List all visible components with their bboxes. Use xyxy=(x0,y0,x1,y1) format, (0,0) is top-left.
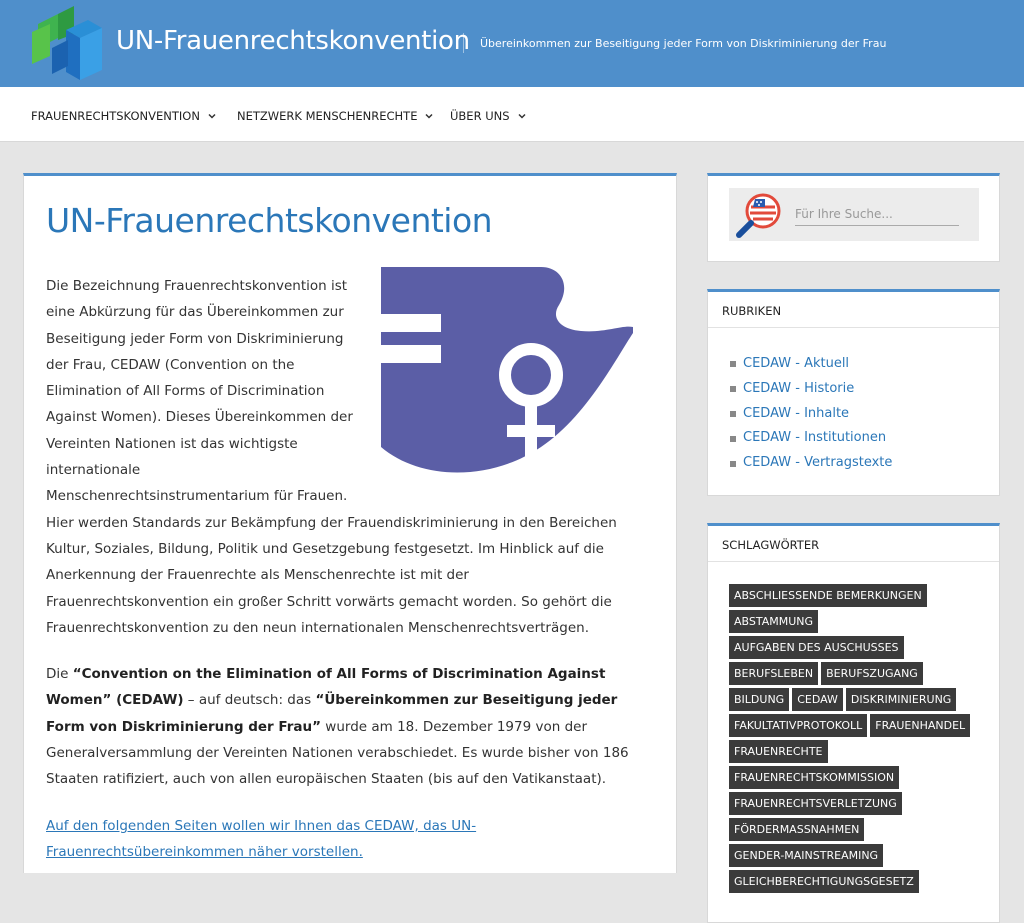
tag-link[interactable]: GENDER-MAINSTREAMING xyxy=(729,844,883,867)
tag-cloud xyxy=(729,584,984,896)
site-header xyxy=(0,0,1024,87)
search-box xyxy=(729,188,979,241)
rubrik-link-aktuell[interactable]: CEDAW - Aktuell xyxy=(743,356,850,371)
tag-link[interactable]: ABSCHLIESSENDE BEMERKUNGEN xyxy=(729,584,927,607)
page-title: UN-Frauenrechtskonvention xyxy=(46,201,493,240)
rubrik-link-vertragstexte[interactable]: CEDAW - Vertragstexte xyxy=(743,455,893,471)
nav-item-label: NETZWERK MENSCHENRECHTE xyxy=(237,109,418,123)
tag-link[interactable]: BILDUNG xyxy=(729,688,789,711)
title-divider xyxy=(463,33,464,53)
list-item xyxy=(730,352,999,377)
nav-item-label: ÜBER UNS xyxy=(450,109,510,123)
nav-item-frauenrechtskonvention[interactable] xyxy=(31,109,217,123)
chevron-down-icon xyxy=(517,111,527,121)
tag-link[interactable]: FRAUENRECHTSKOMMISSION xyxy=(729,766,899,789)
tag-link[interactable]: FRAUENRECHTSVERLETZUNG xyxy=(729,792,902,815)
tag-link[interactable]: FRAUENHANDEL xyxy=(870,714,970,737)
nav-item-netzwerk-menschenrechte[interactable] xyxy=(237,109,434,123)
schlagwoerter-title: SCHLAGWÖRTER xyxy=(708,526,999,562)
site-title[interactable]: UN-Frauenrechtskonvention xyxy=(116,26,470,56)
intro-link-paragraph xyxy=(46,813,636,866)
tag-link[interactable]: GLEICHBERECHTIGUNGSGESETZ xyxy=(729,870,919,893)
tag-link[interactable]: AUFGABEN DES AUSCHUSSES xyxy=(729,636,904,659)
tag-link[interactable]: FRAUENRECHTE xyxy=(729,740,828,763)
list-item xyxy=(730,377,999,402)
rubrik-link-inhalte[interactable]: CEDAW - Inhalte xyxy=(743,405,850,421)
convention-name-de: “Übereinkommen zur Beseitigung jeder Form von Diskriminierung der Frau” xyxy=(46,692,618,735)
intro-link[interactable]: Auf den folgenden Seiten wollen wir Ihnen das CEDAW, das UN-Frauenrechtsübereinkommen näher vorstellen. xyxy=(46,817,477,860)
list-item xyxy=(730,451,999,476)
chevron-down-icon xyxy=(207,111,217,121)
rubrik-link-historie[interactable]: CEDAW - Historie xyxy=(743,380,855,396)
cedaw-logo-image xyxy=(381,267,636,485)
nav-item-ueber-uns[interactable] xyxy=(450,109,527,123)
magnifier-flag-icon[interactable] xyxy=(735,191,783,239)
bullet-square-icon xyxy=(730,461,736,467)
site-tagline: Übereinkommen zur Beseitigung jeder Form von Diskriminierung der Frau xyxy=(480,37,887,50)
rubriken-widget xyxy=(707,289,1000,496)
list-item xyxy=(730,426,999,451)
rubrik-link-institutionen[interactable]: CEDAW - Institutionen xyxy=(743,430,887,446)
rubriken-title: RUBRIKEN xyxy=(708,292,999,328)
main-content xyxy=(23,173,677,873)
cedaw-paragraph: Die “Convention on the Elimination of All Forms of Discrimination Against Women” (CEDAW) – auf deutsch: das “Übereinkommen zur Beseitigung jeder Form von Diskriminierung der Frau” wurde am 18. Dezember 1979 von der Generalversammlung der Vereinten Nationen verabschiedet. Es wurde bisher von 186 Staaten ratifiziert, auch von allen europäischen Staaten (bis auf den Vatikanstaat). xyxy=(46,666,629,788)
tag-link[interactable]: FAKULTATIVPROTOKOLL xyxy=(729,714,867,737)
search-input[interactable] xyxy=(795,202,959,226)
tag-link[interactable]: CEDAW xyxy=(792,688,843,711)
list-item xyxy=(730,402,999,427)
site-logo-icon[interactable] xyxy=(30,4,102,82)
intro-paragraph: Die Bezeichnung Frauenrechtskonvention ist eine Abkürzung für das Übereinkommen zur Beseitigung jeder Form von Diskriminierung der Frau, CEDAW (Convention on the Elimination of All Forms of Discrimination Against Women). Dieses Übereinkommen der Vereinten Nationen ist das wichtigste internationale Menschenrechtsinstrumentarium für Frauen. Hier werden Standards zur Bekämpfung der Frauendiskriminierung in den Bereichen Kultur, Soziales, Bildung, Politik und Gesetzgebung festgesetzt. Im Hinblick auf die Anerkennung der Frauenrechte als Menschenrechte ist mit der Frauenrechtskonvention ein großer Schritt vorwärts gemacht worden. So gehört die Frauenrechtskonvention zu den neun internationalen Menschenrechtsverträgen. xyxy=(46,278,617,636)
main-navigation xyxy=(0,87,1024,142)
tag-link[interactable]: DISKRIMINIERUNG xyxy=(846,688,956,711)
rubriken-list xyxy=(708,328,999,476)
tag-link[interactable]: FÖRDERMASSNAHMEN xyxy=(729,818,864,841)
tag-link[interactable]: BERUFSZUGANG xyxy=(821,662,923,685)
bullet-square-icon xyxy=(730,386,736,392)
schlagwoerter-widget xyxy=(707,523,1000,923)
convention-name-en: “Convention on the Elimination of All Forms of Discrimination Against Women” (CEDAW) xyxy=(46,666,606,709)
tag-link[interactable]: BERUFSLEBEN xyxy=(729,662,818,685)
nav-item-label: FRAUENRECHTSKONVENTION xyxy=(31,109,200,123)
search-widget xyxy=(707,173,1000,262)
bullet-square-icon xyxy=(730,436,736,442)
article-body xyxy=(46,273,636,885)
bullet-square-icon xyxy=(730,411,736,417)
chevron-down-icon xyxy=(424,111,434,121)
tag-link[interactable]: ABSTAMMUNG xyxy=(729,610,818,633)
bullet-square-icon xyxy=(730,361,736,367)
